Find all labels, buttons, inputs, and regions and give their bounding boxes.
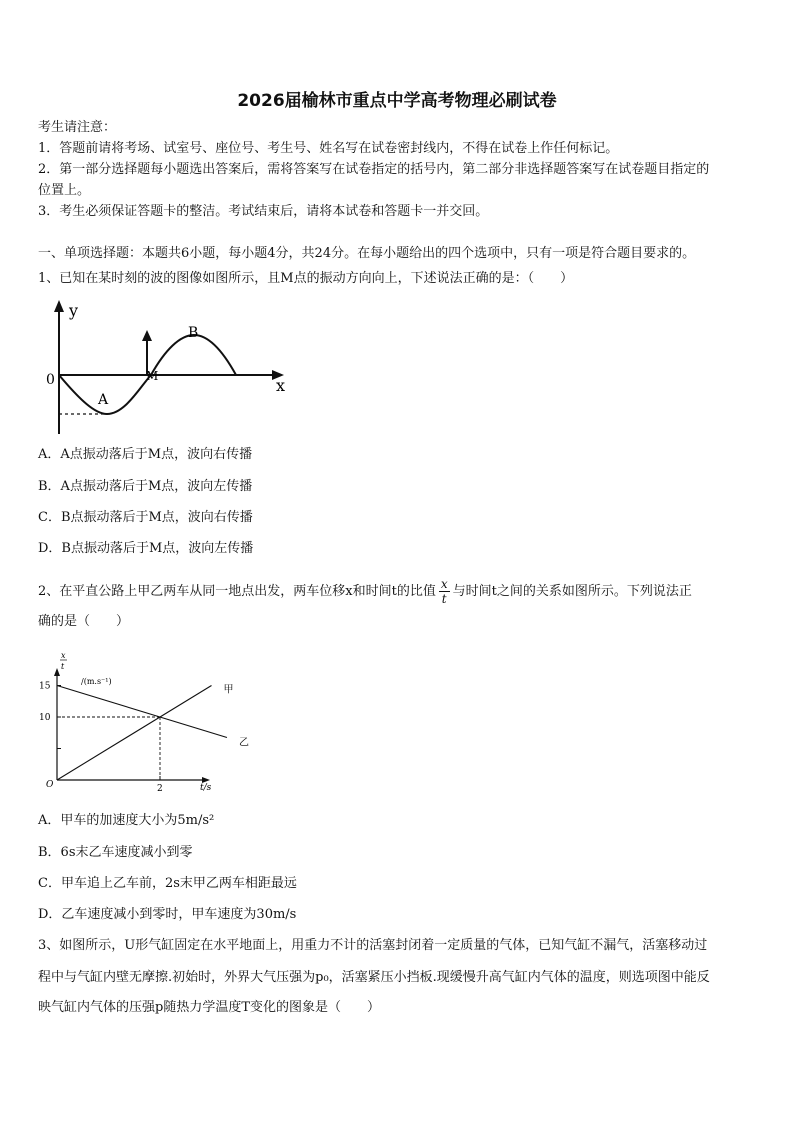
q2-option-b: B．6s末乙车速度减小到零 [38,845,193,860]
q2-option-c: C．甲车追上乙车前，2s末甲乙两车相距最远 [38,876,297,891]
q1-option-c: C．B点振动落后于M点，波向右传播 [38,510,253,525]
y-tick-label-10: 10 [39,713,51,723]
origin-label: 0 [46,372,55,388]
q1-option-d: D．B点振动落后于M点，波向左传播 [38,541,254,556]
y-label-numerator: x [61,651,66,660]
xt-chart [36,650,249,800]
q1-option-a: A．A点振动落后于M点，波向右传播 [38,447,253,462]
q1-option-b: B．A点振动落后于M点，波向左传播 [38,479,253,494]
x-axis-label: t/s [200,783,212,793]
x-axis-label: x [276,376,286,395]
question-2-stem [38,577,692,606]
point-b-label: B [188,325,199,341]
x-over-t-fraction [439,577,450,606]
notice-item-3: 3．考生必须保证答题卡的整洁。考试结束后，请将本试卷和答题卡一并交回。 [38,204,489,219]
frac-numerator: x [440,577,448,591]
series-label-yi: 乙 [238,737,249,749]
question-3-line3: 映气缸内气体的压强p随热力学温度T变化的图象是（ ） [38,1000,380,1015]
y-unit-label: /(m.s⁻¹) [81,677,112,686]
series-label-jia: 甲 [223,684,234,696]
m-arrow-head [142,330,152,341]
notice-header: 考生请注意： [38,120,117,135]
y-tick-label-15: 15 [39,681,51,692]
chart-y-arrow [54,668,60,676]
notice-item-2: 2．第一部分选择题每小题选出答案后，需将答案写在试卷指定的括号内，第二部分非选择题答案写在试卷题目指定的 [38,162,710,177]
notice-item-2-cont: 位置上。 [38,183,91,198]
page-title: 2026届榆林市重点中学高考物理必刷试卷 [237,91,557,111]
y-axis-label: y [69,301,79,320]
x-tick-label-2: 2 [157,784,163,794]
series-line-yi [57,686,227,738]
q2-option-d: D．乙车速度减小到零时，甲车速度为30m/s [38,907,297,922]
chart-origin-label: O [46,780,54,790]
y-axis-arrow [54,300,64,312]
frac-denominator: t [441,592,447,606]
y-label-denominator: t [61,662,65,671]
question-3-line2: 程中与气缸内壁无摩擦.初始时，外界大气压强为p₀，活塞紧压小挡板.现缓慢升高气缸内气体的温度，则选项图中能反 [38,970,710,985]
question-1-stem: 1、已知在某时刻的波的图像如图所示，且M点的振动方向向上，下述说法正确的是：（ ） [38,271,574,286]
series-line-jia [57,686,212,781]
question-2-stem-line2: 确的是（ ） [38,614,130,629]
q2-stem-part1: 2、在平直公路上甲乙两车从同一地点出发，两车位移x和时间t的比值 [38,584,436,599]
section-heading: 一、单项选择题：本题共6小题，每小题4分，共24分。在每小题给出的四个选项中，只有一项是符合题目要求的。 [38,246,696,261]
point-a-label: A [98,392,109,408]
point-m-label: M [146,369,159,383]
notice-item-1: 1．答题前请将考场、试室号、座位号、考生号、姓名写在试卷密封线内，不得在试卷上作任何标记。 [38,141,619,156]
wave-figure [40,292,300,442]
q2-stem-part2: 与时间t之间的关系如图所示。下列说法正 [452,584,692,599]
q2-option-a: A．甲车的加速度大小为5m/s² [38,813,215,828]
question-3-line1: 3、如图所示，U形气缸固定在水平地面上，用重力不计的活塞封闭着一定质量的气体，已知气缸不漏气，活塞移动过 [38,938,708,953]
